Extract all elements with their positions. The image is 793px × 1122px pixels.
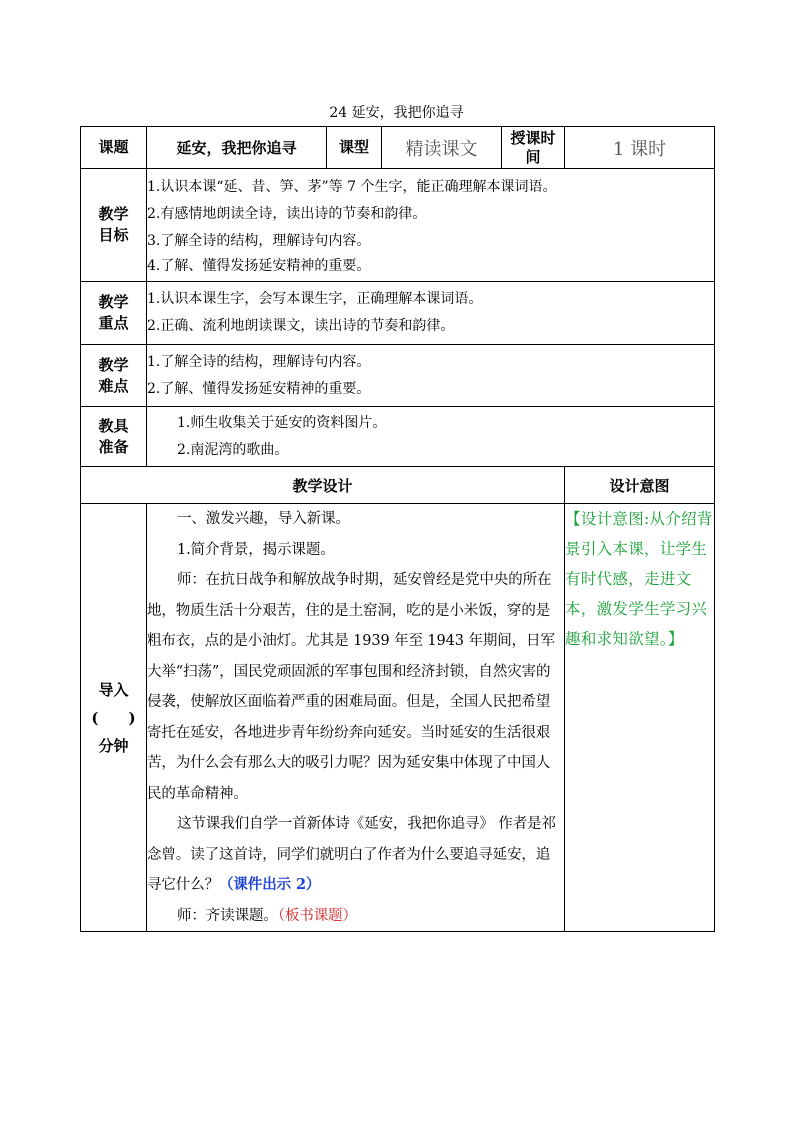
board-note: （板书课题） [277,907,357,924]
topic-label: 课题 [81,127,147,169]
design-header: 教学设计 [81,467,565,504]
step-title: 一、激发兴趣，导入新课。 [177,511,350,527]
goal-item: 2.有感情地朗读全诗，读出诗的节奏和韵律。 [147,205,427,222]
goals-list [147,169,715,282]
goals-label: 教学目标 [81,169,147,282]
read-title-text: 师：齐读课题。 [177,907,278,924]
materials-list [147,407,715,467]
read-title-paragraph [147,901,564,932]
difficulties-label: 教学难点 [81,345,147,407]
material-item: 2.南泥湾的歌曲。 [177,441,289,458]
material-item: 1.师生收集关于延安的资料图片。 [177,414,387,431]
intro-duration-label: 导入( )分钟 [81,504,147,932]
courseware-note: （课件出示 2） [219,876,321,893]
type-label: 课型 [327,127,382,169]
sub-title: 1.简介背景，揭示课题。 [177,541,335,558]
difficulties-list [147,345,715,407]
design-content [147,504,565,932]
type-value: 精读课文 [382,127,502,169]
poem-intro-paragraph [147,809,564,901]
goal-item: 3.了解全诗的结构，理解诗句内容。 [147,232,371,249]
materials-label: 教具准备 [81,407,147,467]
topic-value: 延安，我把你追寻 [147,127,327,169]
key-point-item: 2.正确、流利地朗读课文，读出诗的节奏和韵律。 [147,318,455,334]
intent-content [565,504,715,932]
hours-label: 授课时间 [502,127,565,169]
hours-value: 1 课时 [565,127,715,169]
difficulty-item: 2.了解、懂得发扬延安精神的重要。 [147,380,371,397]
difficulty-item: 1.了解全诗的结构，理解诗句内容。 [147,353,371,370]
key-point-item: 1.认识本课生字，会写本课生字，正确理解本课词语。 [147,291,483,307]
goal-item: 4.了解、懂得发扬延安精神的重要。 [147,257,371,274]
poem-intro-text: 这节课我们自学一首新体诗《延安，我把你追寻》 作者是祁念曾。读了这首诗，同学们就明白了作者为什么要追寻延安，追寻它什么？ [147,816,556,893]
goal-item: 1.认识本课“延、昔、笋、茅”等 7 个生字，能正确理解本课词语。 [147,178,557,195]
intent-header: 设计意图 [565,467,715,504]
lesson-plan-table [80,126,715,932]
document-title: 24 延安，我把你追寻 [329,105,464,121]
key-points-label: 教学重点 [81,282,147,345]
design-intent-text: 【设计意图:从介绍背景引入本课，让学生有时代感，走进文本，激发学生学习兴趣和求知欲望。】 [565,510,713,648]
teacher-paragraph: 师：在抗日战争和解放战争时期，延安曾经是党中央的所在地，物质生活十分艰苦，住的是土窑洞，吃的是小米饭，穿的是粗布衣，点的是小油灯。尤其是 1939 年至 1943 年期间，日军大举“扫荡”，国民党顽固派的军事包围和经济封锁，自然灾害的侵袭，使解放区面临着严重的困难局面。但是，全国人民把希望寄托在延安，各地进步青年纷纷奔向延安。当时延安的生活很艰苦，为什么会有那么大的吸引力呢？因为延安集中体现了中国人民的革命精神。 [147,572,555,802]
key-points-list [147,282,715,345]
